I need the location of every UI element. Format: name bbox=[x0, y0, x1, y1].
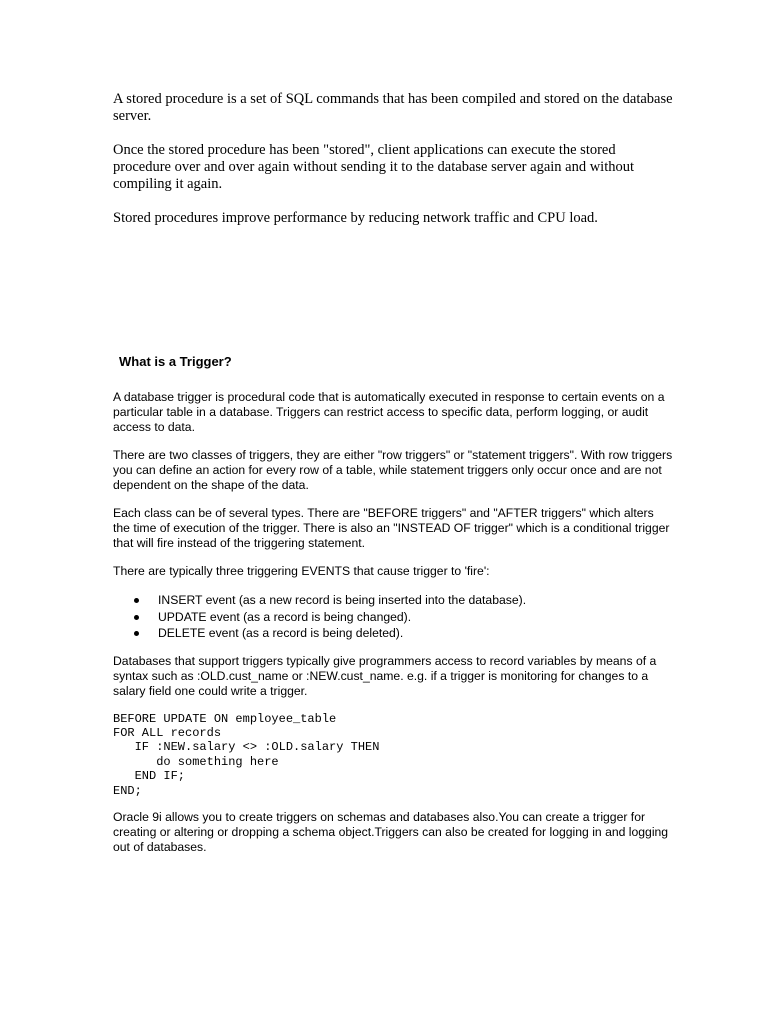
paragraph-stored-procedure-usage: Once the stored procedure has been "stored", client applications can execute the stored procedure over and over again without sending it to the database server again and without compiling it again. bbox=[113, 142, 635, 192]
list-item bbox=[113, 592, 673, 609]
paragraph-trigger-types: Each class can be of several types. There are "BEFORE triggers" and "AFTER triggers" which alters the time of execution of the trigger. There is also an "INSTEAD OF trigger" which is a conditional trigger that will fire instead of the triggering statement. bbox=[113, 506, 670, 550]
paragraph-trigger-events-intro: There are typically three triggering EVENTS that cause trigger to 'fire': bbox=[113, 564, 490, 578]
paragraph-trigger-classes: There are two classes of triggers, they are either "row triggers" or "statement triggers". With row triggers you can define an action for every row of a table, while statement triggers only occur once and are not dependent on the shape of the data. bbox=[113, 448, 673, 492]
paragraph-stored-procedure-performance: Stored procedures improve performance by reducing network traffic and CPU load. bbox=[113, 210, 598, 226]
bullet-icon bbox=[134, 615, 139, 620]
list-item-text: UPDATE event (as a record is being changed). bbox=[158, 609, 412, 624]
list-item bbox=[113, 609, 673, 626]
bullet-icon bbox=[134, 598, 139, 603]
list-item-text: DELETE event (as a record is being deleted). bbox=[158, 626, 404, 640]
trigger-section bbox=[113, 354, 673, 868]
trigger-events-list bbox=[113, 592, 673, 642]
paragraph-trigger-definition: A database trigger is procedural code that is automatically executed in response to certain events on a particular table in a database. Triggers can restrict access to specific data, perform logging, or audit access to data. bbox=[113, 390, 665, 434]
paragraph-record-variables: Databases that support triggers typically give programmers access to record variables by means of a syntax such as :OLD.cust_name or :NEW.cust_name. e.g. if a trigger is monitoring for changes to a salary field one could write a trigger. bbox=[113, 653, 657, 698]
list-item bbox=[113, 625, 673, 642]
paragraph-oracle-triggers: Oracle 9i allows you to create triggers on schemas and databases also.You can create a trigger for creating or altering or dropping a schema object.Triggers can also be created for logging in and logging out of databases. bbox=[113, 809, 669, 854]
trigger-heading: What is a Trigger? bbox=[119, 354, 232, 369]
bullet-icon bbox=[134, 631, 139, 636]
stored-procedure-section bbox=[113, 91, 673, 244]
list-item-text: INSERT event (as a new record is being inserted into the database). bbox=[158, 593, 527, 607]
paragraph-stored-procedure-definition: A stored procedure is a set of SQL commands that has been compiled and stored on the database server. bbox=[113, 91, 673, 124]
code-example: BEFORE UPDATE ON employee_table FOR ALL records IF :NEW.salary <> :OLD.salary THEN do something here END IF; END; bbox=[113, 711, 380, 798]
